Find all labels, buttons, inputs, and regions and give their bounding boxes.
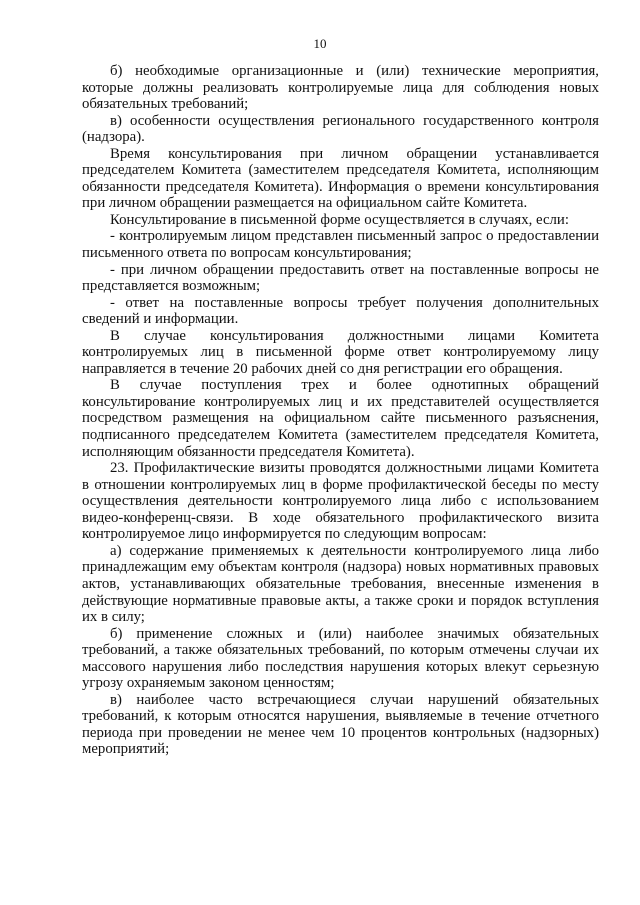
list-item-not-possible: - при личном обращении предоставить ответ на поставленные вопросы не представляется возможным; [82,261,599,295]
paragraph-23-preventive-visits: 23. Профилактические визиты проводятся должностными лицами Комитета в отношении контролируемых лиц в форме профилактической беседы по месту осуществления деятельности контролируемого лица либо с использованием видео-конференц-связи. В ходе обязательного профилактического визита контролируемое лицо информируется по следующим вопросам: [82,460,599,543]
document-body [82,63,599,758]
paragraph-b-measures: б) необходимые организационные и (или) технические мероприятия, которые должны реализовать контролируемые лица для соблюдения новых обязательных требований; [82,63,599,113]
paragraph-similar-requests: В случае поступления трех и более однотипных обращений консультирование контролируемых лиц и их представителей осуществляется посредством размещения на официальном сайте письменного разъяснения, подписанного председателем Комитета (заместителем председателя Комитета, исполняющим обязанности председателя Комитета). [82,377,599,460]
paragraph-written-answer-term: В случае консультирования должностными лицами Комитета контролируемых лиц в письменной форме ответ контролируемому лицу направляется в течение 20 рабочих дней со дня регистрации его обращения. [82,327,599,377]
paragraph-a-new-acts: а) содержание применяемых к деятельности контролируемого лица либо принадлежащим ему объектам контроля (надзора) новых нормативных правовых актов, устанавливающих обязательные требования, внесенные изменения в действующие нормативные правовые акты, а также сроки и порядок вступления их в силу; [82,542,599,626]
paragraph-b-complex-requirements: б) применение сложных и (или) наиболее значимых обязательных требований, а также обязательных требований, по которым отмечены случаи их массового нарушения либо последствия нарушения которых влекут серьезную угрозу охраняемым законом ценностям; [82,625,599,692]
list-item-additional-info: - ответ на поставленные вопросы требует получения дополнительных сведений и информации. [82,294,599,328]
paragraph-consult-time: Время консультирования при личном обращении устанавливается председателем Комитета (заместителем председателя Комитета, исполняющим обязанности председателя Комитета). Информация о времени консультирования при личном обращении размещается на официальном сайте Комитета. [82,145,599,212]
paragraph-v-specifics: в) особенности осуществления регионального государственного контроля (надзора). [82,112,599,146]
paragraph-v-frequent-violations: в) наиболее часто встречающиеся случаи нарушений обязательных требований, к которым относятся нарушения, выявляемые в течение отчетного периода при проведении не менее чем 10 процентов контрольных (надзорных) мероприятий; [82,691,599,758]
page-number: 10 [313,36,327,51]
paragraph-written-consult: Консультирование в письменной форме осуществляется в случаях, если: [110,211,569,228]
list-item-written-request: - контролируемым лицом представлен письменный запрос о предоставлении письменного ответа по вопросам консультирования; [82,228,599,262]
